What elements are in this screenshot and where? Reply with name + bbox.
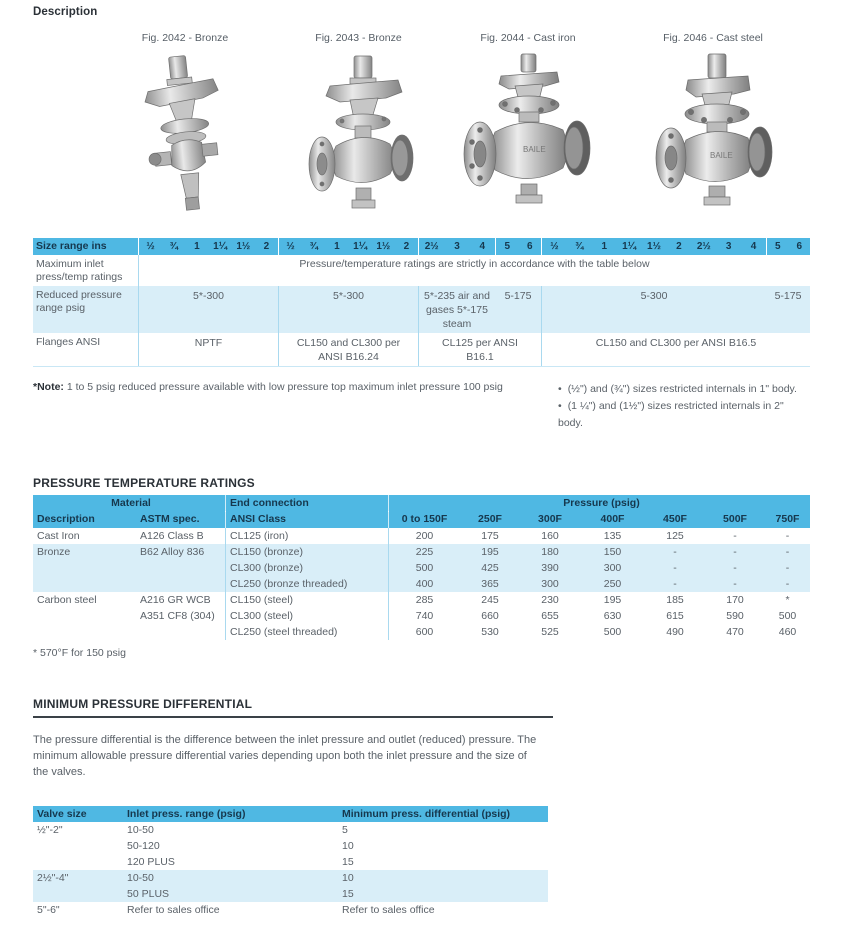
size-header-cell: 1: [334, 241, 340, 252]
ptr-value-cell: 230: [541, 594, 559, 606]
ptr-value-cell: 160: [541, 530, 559, 542]
ptr-value-cell: 490: [666, 626, 684, 638]
ptr-value-cell: 250: [603, 578, 622, 590]
ptr-value-cell: *: [785, 594, 790, 606]
size-header-segment: [541, 238, 766, 255]
mpd-size-cell: ½"-2": [37, 824, 63, 836]
flanges-row: [33, 333, 810, 366]
ptr-value-cell: 245: [481, 594, 499, 606]
reduced-pressure-label: Reduced pressure range psig: [36, 289, 122, 314]
ptr-header-temp-cell: 300F: [538, 513, 562, 525]
ptr-description-cell: Bronze: [37, 546, 71, 558]
mpd-header-row: [33, 806, 548, 822]
ptr-header-ansi: ANSI Class: [225, 511, 388, 528]
mpd-range-cell: 120 PLUS: [127, 856, 175, 868]
ptr-value-cell: 525: [541, 626, 559, 638]
ptr-astm-cell: A126 Class B: [140, 530, 204, 542]
mpd-paragraph: The pressure differential is the difference between the inlet pressure and outlet (reduced) pressure. The minimum allowable pressure differential varies depending upon both the inlet pressure and the size of the valves.: [33, 734, 537, 778]
ptr-astm-cell: A351 CF8 (304): [140, 610, 215, 622]
size-header-segment: [766, 238, 810, 255]
valve-2044-image: [453, 52, 603, 224]
ptr-ansi-cell: CL300 (steel): [225, 608, 388, 624]
ptr-value-cell: 185: [666, 594, 684, 606]
figure-2044: [438, 32, 618, 224]
flanges-cell: CL150 and CL300 per ANSI B16.5: [541, 333, 810, 366]
ptr-table: [33, 495, 810, 640]
reduced-pressure-cell: 5-175: [504, 290, 532, 302]
size-header-segment: [138, 238, 278, 255]
ptr-header-temp-cell: 0 to 150F: [388, 511, 460, 528]
size-table-header-row: [33, 238, 810, 255]
ptr-value-cell: 150: [603, 546, 622, 558]
ptr-astm-cell: [136, 576, 225, 592]
ptr-description-cell: [33, 608, 136, 624]
datasheet-page: [33, 6, 810, 918]
mpd-range-cell: 50-120: [127, 840, 160, 852]
ptr-value-cell: 500: [603, 626, 622, 638]
mpd-table-row: [33, 854, 548, 870]
size-header-cell: 2: [676, 241, 682, 252]
page-title: Description: [33, 6, 98, 18]
size-header-cell: ¾: [575, 241, 584, 252]
size-header-cell: 2½: [424, 241, 439, 252]
figure-2046: [623, 32, 803, 224]
note-bullet: • (½") and (¾") sizes restricted internals in 1" body.: [558, 381, 810, 398]
size-header-cell: 1: [601, 241, 607, 252]
mpd-size-cell: 2½"-4": [37, 872, 69, 884]
ptr-value-cell: 175: [481, 530, 499, 542]
size-header-cell: 1: [194, 241, 200, 252]
ptr-header-temp-cell: 750F: [775, 513, 800, 525]
svg-text:BAILE: BAILE: [523, 145, 546, 154]
ptr-value-cell: 195: [603, 594, 622, 606]
ptr-table-body: [33, 528, 810, 640]
reduced-pressure-row: [33, 286, 810, 333]
size-header-cell: 1¼: [213, 241, 228, 252]
ptr-value-cell: 365: [481, 578, 499, 590]
max-inlet-row: [33, 255, 810, 286]
ptr-ansi-cell: CL250 (steel threaded): [225, 624, 388, 640]
flanges-label: Flanges ANSI: [36, 336, 101, 348]
reduced-pressure-cell: 5*-300: [138, 286, 278, 333]
reduced-pressure-cell: 5-175: [774, 290, 802, 302]
figure-2046-caption: Fig. 2046 - Cast steel: [663, 32, 763, 44]
size-header-cell: 4: [479, 241, 486, 252]
ptr-table-row: [33, 528, 810, 544]
mpd-table-row: [33, 902, 548, 918]
valve-2046-image: [638, 52, 788, 224]
note-text: 1 to 5 psig reduced pressure available with low pressure top maximum inlet pressure 100 psig: [66, 381, 503, 393]
ptr-value-cell: 300: [541, 578, 559, 590]
size-header-cell: 3: [454, 241, 460, 252]
size-header-segment: [495, 238, 541, 255]
ptr-value-cell: 460: [778, 626, 797, 638]
note-section: [33, 381, 810, 432]
ptr-value-cell: -: [785, 530, 790, 542]
ptr-ansi-cell: CL150 (steel): [225, 592, 388, 608]
mpd-diff-cell: 5: [342, 824, 348, 836]
ptr-astm-cell: B62 Alloy 836: [140, 546, 205, 558]
ptr-value-cell: 630: [603, 610, 622, 622]
max-inlet-label: Maximum inlet press/temp ratings: [36, 258, 123, 283]
ptr-header-temp-cell: 500F: [723, 513, 747, 525]
size-header-cell: ½: [550, 241, 559, 252]
ptr-description-cell: [33, 576, 136, 592]
ptr-header-description: Description: [37, 513, 95, 525]
ptr-description-cell: [33, 624, 136, 640]
ptr-header-temp-cell: 450F: [663, 513, 687, 525]
reduced-pressure-cell: 5-300: [541, 286, 766, 333]
mpd-range-cell: 50 PLUS: [127, 888, 170, 900]
figure-2042-caption: Fig. 2042 - Bronze: [141, 32, 229, 44]
figures-row: [33, 32, 810, 234]
ptr-value-cell: 615: [666, 610, 684, 622]
mpd-section-title: MINIMUM PRESSURE DIFFERENTIAL: [33, 697, 553, 718]
size-header-cell: 1½: [236, 241, 251, 252]
ptr-ansi-cell: CL250 (bronze threaded): [225, 576, 388, 592]
size-header-cell: ¾: [169, 241, 178, 252]
mpd-table: [33, 806, 548, 918]
ptr-header-astm: ASTM spec.: [140, 513, 200, 525]
mpd-header-valve-size: Valve size: [37, 808, 87, 820]
valve-2042-image: [137, 52, 233, 224]
ptr-value-cell: -: [733, 578, 737, 590]
ptr-value-cell: -: [785, 578, 790, 590]
mpd-diff-cell: 15: [342, 856, 354, 868]
mpd-size-cell: [33, 886, 123, 902]
figure-2042: [115, 32, 255, 224]
ptr-value-cell: -: [673, 562, 677, 574]
ptr-section-title: PRESSURE TEMPERATURE RATINGS: [33, 476, 255, 490]
ptr-astm-cell: A216 GR WCB: [140, 594, 211, 606]
ptr-table-row: [33, 624, 810, 640]
mpd-range-cell: 10-50: [127, 872, 154, 884]
size-header-cell: 2: [403, 241, 410, 252]
ptr-value-cell: 400: [388, 576, 460, 592]
ptr-value-cell: 300: [603, 562, 622, 574]
mpd-size-cell: [33, 854, 123, 870]
ptr-value-cell: 125: [666, 530, 684, 542]
ptr-value-cell: 285: [388, 592, 460, 608]
flanges-cell: CL150 and CL300 per ANSI B16.24: [278, 333, 418, 366]
ptr-header-row-1: [33, 495, 810, 511]
mpd-diff-cell: 10: [342, 840, 354, 852]
size-header-cell: 5: [504, 241, 511, 252]
ptr-value-cell: 425: [481, 562, 499, 574]
size-header-segment: [418, 238, 495, 255]
ptr-value-cell: 135: [603, 530, 622, 542]
mpd-diff-cell: 15: [342, 888, 354, 900]
ptr-header-material: Material: [111, 497, 151, 509]
note-bullet-list: [558, 381, 810, 432]
ptr-value-cell: 500: [778, 610, 797, 622]
ptr-description-cell: Cast Iron: [37, 530, 80, 542]
mpd-diff-cell: Refer to sales office: [342, 904, 435, 916]
ptr-value-cell: -: [673, 546, 677, 558]
size-header-cell: 6: [796, 241, 803, 252]
ptr-value-cell: 200: [388, 528, 460, 544]
mpd-table-body: [33, 822, 548, 918]
ptr-value-cell: -: [785, 546, 790, 558]
mpd-table-row: [33, 838, 548, 854]
mpd-range-cell: 10-50: [127, 824, 154, 836]
ptr-value-cell: -: [733, 546, 737, 558]
mpd-size-cell: 5"-6": [37, 904, 60, 916]
size-range-table: [33, 238, 810, 367]
ptr-value-cell: 740: [388, 608, 460, 624]
note-text-block: [33, 381, 558, 432]
flanges-cell: NPTF: [138, 333, 278, 366]
size-header-cell: 1½: [376, 241, 391, 252]
mpd-size-cell: [33, 838, 123, 854]
ptr-astm-cell: [136, 624, 225, 640]
ptr-ansi-cell: CL125 (iron): [225, 528, 388, 544]
ptr-value-cell: -: [673, 578, 677, 590]
ptr-header-row-2: [33, 511, 810, 528]
ptr-table-row: [33, 560, 810, 576]
size-header-segment: [278, 238, 418, 255]
ptr-value-cell: -: [785, 562, 790, 574]
mpd-table-row: [33, 886, 548, 902]
ptr-footnote: * 570°F for 150 psig: [33, 647, 126, 659]
figure-2044-caption: Fig. 2044 - Cast iron: [480, 32, 576, 44]
figure-2043: [276, 32, 441, 224]
ptr-description-cell: Carbon steel: [37, 594, 97, 606]
ptr-value-cell: 225: [388, 544, 460, 560]
ptr-header-temp-cell: 400F: [600, 513, 625, 525]
ptr-table-row: [33, 544, 810, 560]
ptr-header-pressure: Pressure (psig): [388, 495, 810, 512]
size-header-cell: 6: [526, 241, 533, 252]
size-header-cell: 1½: [647, 241, 661, 252]
ptr-value-cell: 655: [541, 610, 559, 622]
ptr-value-cell: 500: [388, 560, 460, 576]
ptr-header-temp-cell: 250F: [478, 513, 502, 525]
valve-2043-image: [292, 52, 426, 224]
figure-2043-caption: Fig. 2043 - Bronze: [315, 32, 402, 44]
mpd-table-row: [33, 822, 548, 838]
ptr-value-cell: 590: [726, 610, 744, 622]
mpd-range-cell: Refer to sales office: [127, 904, 220, 916]
size-header-cell: 1¼: [622, 241, 637, 252]
ptr-value-cell: 170: [726, 594, 744, 606]
size-header-cell: ½: [146, 241, 155, 252]
ptr-value-cell: 180: [541, 546, 559, 558]
ptr-value-cell: 195: [481, 546, 499, 558]
ptr-value-cell: -: [733, 530, 737, 542]
mpd-table-row: [33, 870, 548, 886]
ptr-astm-cell: [136, 560, 225, 576]
size-header-cell: 3: [725, 241, 732, 252]
note-label: *Note:: [33, 381, 64, 393]
size-header-cell: 4: [750, 241, 757, 252]
ptr-ansi-cell: CL300 (bronze): [225, 560, 388, 576]
ptr-description-cell: [33, 560, 136, 576]
size-header-cell: 2: [263, 241, 270, 252]
mpd-header-min-diff: Minimum press. differential (psig): [342, 808, 511, 820]
note-bullet: • (1 ¼") and (1½") sizes restricted internals in 2" body.: [558, 398, 810, 432]
ptr-value-cell: 390: [541, 562, 559, 574]
mpd-header-inlet-range: Inlet press. range (psig): [127, 808, 246, 820]
size-header-cell: ½: [286, 241, 295, 252]
ptr-value-cell: 600: [388, 624, 460, 640]
ptr-value-cell: 530: [481, 626, 499, 638]
reduced-pressure-cell: 5*-235 air and gases 5*-175 steam: [418, 286, 495, 333]
size-header-cell: ¾: [309, 241, 318, 252]
ptr-table-row: [33, 608, 810, 624]
ptr-header-end-connection: End connection: [225, 495, 388, 512]
size-header-cell: 5: [774, 241, 781, 252]
ptr-value-cell: 470: [726, 626, 744, 638]
svg-text:BAILE: BAILE: [710, 151, 733, 160]
ptr-ansi-cell: CL150 (bronze): [225, 544, 388, 560]
size-range-label: Size range ins: [36, 240, 107, 252]
ptr-table-row: [33, 576, 810, 592]
ptr-table-row: [33, 592, 810, 608]
size-header-cell: 2½: [696, 241, 711, 252]
ptr-value-cell: 660: [481, 610, 499, 622]
flanges-cell: CL125 per ANSI B16.1: [418, 333, 541, 366]
reduced-pressure-cell: 5*-300: [278, 286, 418, 333]
size-header-cell: 1¼: [353, 241, 368, 252]
ptr-value-cell: -: [733, 562, 737, 574]
mpd-diff-cell: 10: [342, 872, 354, 884]
max-inlet-value: Pressure/temperature ratings are strictly in accordance with the table below: [138, 255, 810, 286]
